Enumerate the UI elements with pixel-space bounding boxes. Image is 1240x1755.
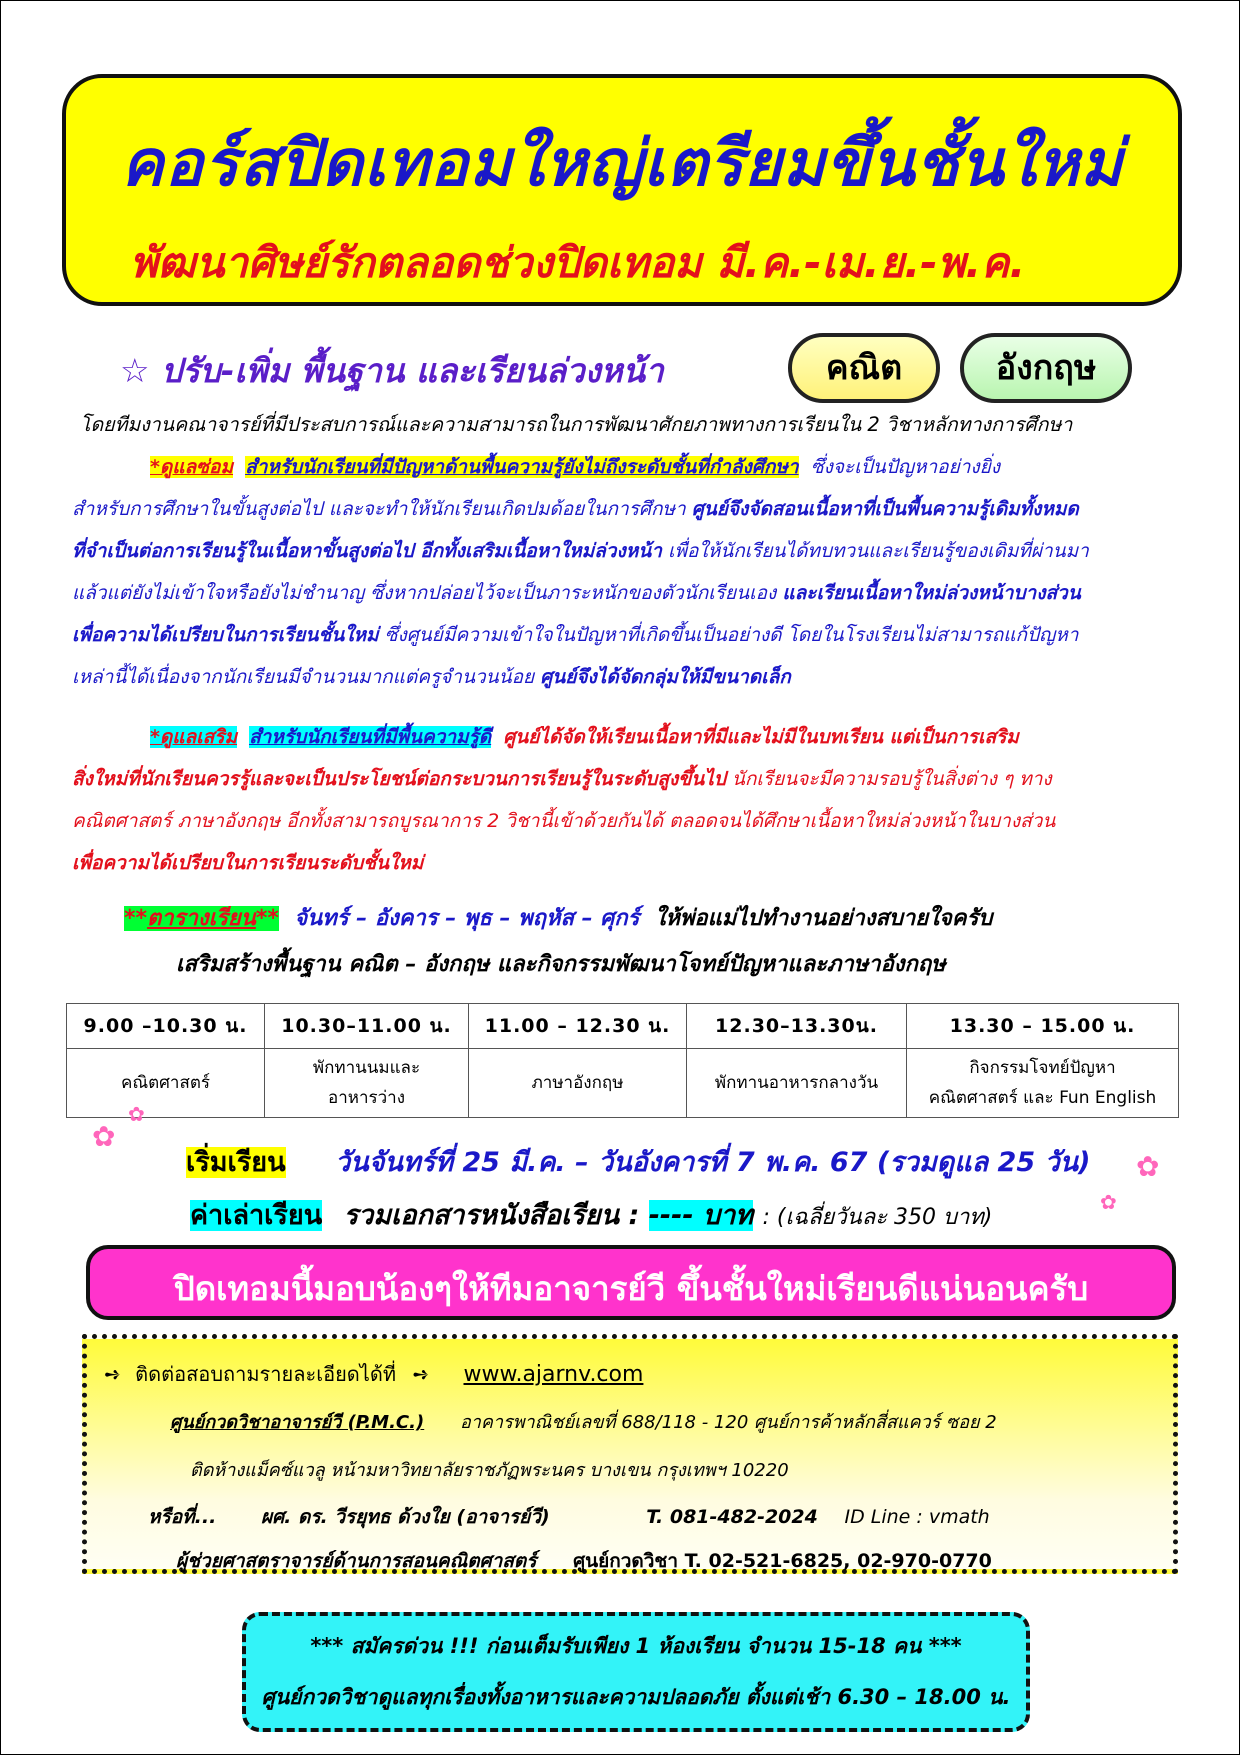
enrich-line-3: คณิตศาสตร์ ภาษาอังกฤษ อีกทั้งสามารถบูรณาการ 2 วิชานี้เข้าด้วยกันได้ ตลอดจนได้ศึกษาเนื้อหาใหม่ล่วงหน้าในบางส่วน	[72, 810, 1056, 832]
english-pill: อังกฤษ	[960, 333, 1132, 403]
page-title: คอร์สปิดเทอมใหญ่เตรียมขึ้นชั้นใหม่	[120, 127, 1124, 201]
fee-value: รวมเอกสารหนังสือเรียน :	[343, 1200, 640, 1231]
repair-l2a: สำหรับการศึกษาในขั้นสูงต่อไป และจะทำให้นักเรียนเกิดปมด้อยในการศึกษา	[72, 498, 686, 520]
fee-amount: ---- บาท	[648, 1200, 754, 1231]
repair-l6b: ศูนย์จึงได้จัดกลุ่มให้มีขนาดเล็ก	[540, 666, 791, 688]
schedule-header: 13.30 – 15.00 น.	[907, 1004, 1179, 1049]
website-link[interactable]: www.ajarnv.com	[463, 1362, 644, 1387]
schedule-cell: กิจกรรมโจทย์ปัญหา คณิตศาสตร์ และ Fun English	[907, 1049, 1179, 1118]
headline-text: ปรับ-เพิ่ม พื้นฐาน และเรียนล่วงหน้า	[161, 351, 664, 390]
repair-l5a: เพื่อความได้เปรียบในการเรียนชั้นใหม่	[72, 624, 379, 646]
repair-l3b: เพื่อให้นักเรียนได้ทบทวนและเรียนรู้ของเดิมที่ผ่านมา	[667, 540, 1089, 562]
pointer-icon: ➺	[104, 1362, 121, 1386]
repair-target: สำหรับนักเรียนที่มีปัญหาด้านพื้นความรู้ยังไม่ถึงระดับชั้นที่กำลังศึกษา	[245, 456, 799, 478]
schedule-table	[66, 1003, 1179, 1118]
enrich-l2a: สิ่งใหม่ที่นักเรียนควรรู้และจะเป็นประโยชน์ต่อกระบวนการเรียนรู้ในระดับสูงขึ้นไป	[72, 768, 726, 790]
contact-or: หรือที่...	[148, 1506, 217, 1528]
enrich-label: *ดูแลเสริม	[150, 726, 237, 748]
contact-person-row	[148, 1502, 990, 1532]
flower-icon: ✿	[92, 1120, 116, 1153]
pointer-icon: ➺	[412, 1362, 430, 1386]
repair-l6a: เหล่านี้ได้เนื่องจากนักเรียนมีจำนวนมากแต่ครูจำนวนน้อย	[72, 666, 535, 688]
contact-line-id: ID Line : vmath	[844, 1506, 990, 1528]
schedule-header: 11.00 – 12.30 น.	[469, 1004, 687, 1049]
repair-l5b: ซึ่งศูนย์มีความเข้าใจในปัญหาที่เกิดขึ้นเป็นอย่างดี โดยในโรงเรียนไม่สามารถแก้ปัญหา	[384, 624, 1079, 646]
timetable-days: จันทร์ – อังคาร – พุธ – พฤหัส – ศุกร์	[294, 906, 640, 931]
address-2: ติดห้างแม็คซ์แวลู หน้ามหาวิทยาลัยราชภัฏพระนคร บางเขน กรุงเทพฯ 10220	[190, 1460, 789, 1481]
schedule-cell: พักทานอาหารกลางวัน	[687, 1049, 907, 1118]
schedule-body-row	[67, 1049, 1179, 1118]
enrich-line-4: เพื่อความได้เปรียบในการเรียนระดับชั้นใหม่	[72, 852, 424, 874]
schedule-cell: พักทานนมและ อาหารว่าง	[265, 1049, 469, 1118]
page-subtitle: พัฒนาศิษย์รักตลอดช่วงปิดเทอม มี.ค.-เม.ย.-พ.ค.	[130, 238, 1026, 287]
repair-label: *ดูแลซ่อม	[150, 456, 233, 478]
notice-line-2: ศูนย์กวดวิชาดูแลทุกเรื่องทั้งอาหารและความปลอดภัย ตั้งแต่เช้า 6.30 – 18.00 น.	[261, 1685, 1011, 1709]
schedule-header: 9.00 –10.30 น.	[67, 1004, 265, 1049]
schedule-cell: คณิตศาสตร์	[67, 1049, 265, 1118]
star-icon: ☆	[120, 351, 150, 390]
repair-line-3	[72, 536, 1182, 566]
fee-label: ค่าเล่าเรียน	[190, 1200, 323, 1231]
contact-person: ผศ. ดร. วีรยุทธ ด้วงใย (อาจารย์วี)	[260, 1506, 550, 1528]
flower-icon: ✿	[1136, 1150, 1160, 1183]
enrich-line-2	[72, 764, 1182, 794]
repair-line-5	[72, 620, 1182, 650]
fee-row	[190, 1193, 992, 1236]
notice-line-1: *** สมัครด่วน !!! ก่อนเต็มรับเพียง 1 ห้องเรียน จำนวน 15-18 คน ***	[310, 1634, 962, 1658]
promo-banner-text: ปิดเทอมนี้มอบน้องๆให้ทีมอาจารย์วี ขึ้นชั้นใหม่เรียนดีแน่นอนครับ	[173, 1269, 1089, 1308]
repair-l4b: และเรียนเนื้อหาใหม่ล่วงหน้าบางส่วน	[782, 582, 1081, 604]
timetable-line-2: เสริมสร้างพื้นฐาน คณิต – อังกฤษ และกิจกรรมพัฒนาโจทย์ปัญหาและภาษาอังกฤษ	[176, 952, 946, 977]
flower-icon: ✿	[128, 1102, 145, 1126]
flower-icon: ✿	[1100, 1190, 1117, 1214]
fee-note: : (เฉลี่ยวันละ 350 บาท)	[762, 1205, 993, 1230]
contact-intro-row	[104, 1358, 643, 1390]
repair-l2b: ศูนย์จึงจัดสอนเนื้อหาที่เป็นพื้นความรู้เดิมทั้งหมด	[691, 498, 1079, 520]
enrich-target: สำหรับนักเรียนที่มีพื้นความรู้ดี	[249, 726, 492, 748]
repair-line-2	[72, 494, 1182, 524]
schedule-cell: ภาษาอังกฤษ	[469, 1049, 687, 1118]
center-name: ศูนย์กวดวิชาอาจารย์วี (P.M.C.)	[170, 1412, 425, 1433]
repair-l3a: ที่จำเป็นต่อการเรียนรู้ในเนื้อหาขั้นสูงต่อไป อีกทั้งเสริมเนื้อหาใหม่ล่วงหน้า	[72, 540, 662, 562]
headline	[120, 344, 664, 397]
start-label: เริ่มเรียน	[186, 1147, 286, 1178]
timetable-label: **ตารางเรียน**	[124, 906, 279, 931]
contact-position: ผู้ช่วยศาสตราจารย์ด้านการสอนคณิตศาสตร์	[176, 1550, 537, 1572]
start-value: วันจันทร์ที่ 25 มี.ค. – วันอังคารที่ 7 พ.ค. 67 (รวมดูแล 25 วัน)	[334, 1147, 1091, 1178]
schedule-header-row	[67, 1004, 1179, 1049]
schedule-header: 12.30–13.30น.	[687, 1004, 907, 1049]
repair-l1-tail: ซึ่งจะเป็นปัญหาอย่างยิ่ง	[810, 456, 1001, 478]
contact-intro: ติดต่อสอบถามรายละเอียดได้ที่	[135, 1362, 397, 1386]
address-1: อาคารพาณิชย์เลขที่ 688/118 - 120 ศูนย์การค้าหลักสี่สแควร์ ซอย 2	[459, 1412, 997, 1433]
enrich-l2b: นักเรียนจะมีความรอบรู้ในสิ่งต่าง ๆ ทาง	[731, 768, 1052, 790]
timetable-days-tail: ให้พ่อแม่ไปทำงานอย่างสบายใจครับ	[654, 906, 993, 931]
intro-text: โดยทีมงานคณาจารย์ที่มีประสบการณ์และความสามารถในการพัฒนาศักยภาพทางการเรียนใน 2 วิชาหลักทางการศึกษา	[80, 413, 1073, 436]
repair-line-6	[72, 662, 1182, 692]
repair-line-1	[150, 452, 1240, 482]
schedule-header: 10.30–11.00 น.	[265, 1004, 469, 1049]
contact-phone: T. 081-482-2024	[646, 1506, 818, 1528]
enrich-l1-tail: ศูนย์ได้จัดให้เรียนเนื้อหาที่มีและไม่มีในบทเรียน แต่เป็นการเสริม	[503, 726, 1019, 748]
math-pill: คณิต	[788, 333, 940, 403]
contact-center-row	[170, 1407, 997, 1436]
timetable-line-1	[124, 904, 1234, 934]
enrich-line-1	[150, 722, 1240, 752]
contact-position-row	[176, 1546, 992, 1576]
start-row	[186, 1140, 1090, 1183]
repair-line-4	[72, 578, 1182, 608]
repair-l4a: แล้วแต่ยังไม่เข้าใจหรือยังไม่ชำนาญ ซึ่งหากปล่อยไว้จะเป็นภาระหนักของตัวนักเรียนเอง	[72, 582, 777, 604]
center-phone: ศูนย์กวดวิชา T. 02-521-6825, 02-970-0770	[573, 1550, 992, 1572]
